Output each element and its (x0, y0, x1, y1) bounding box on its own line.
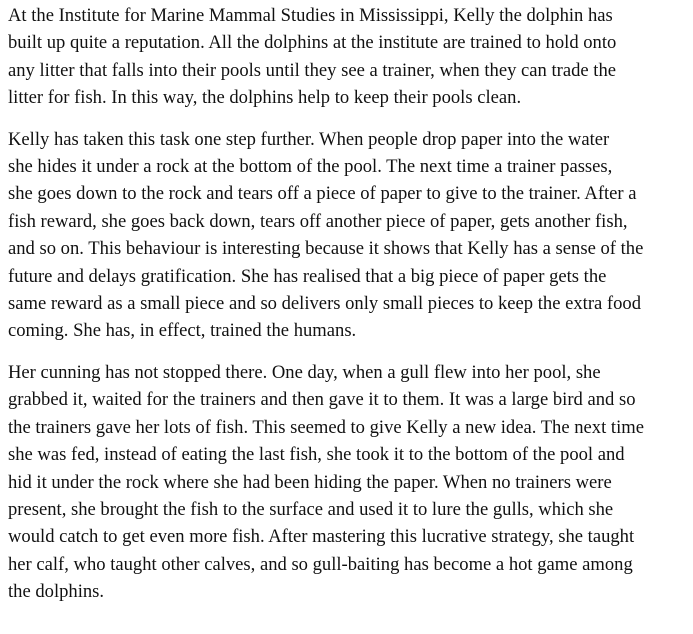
paragraph-line: same reward as a small piece and so delivers only small pieces to keep the extra food (8, 293, 641, 315)
paragraph-line: any litter that falls into their pools until they see a trainer, when they can trade the (8, 59, 617, 81)
paragraph-line: litter for fish. In this way, the dolphins help to keep their pools clean. (8, 87, 522, 109)
paragraph-line: and so on. This behaviour is interesting because it shows that Kelly has a sense of the (8, 238, 644, 260)
paragraph-line: the trainers gave her lots of fish. This seemed to give Kelly a new idea. The next time (8, 416, 644, 438)
paragraph-2 (8, 126, 693, 345)
paragraph-line: she goes down to the rock and tears off a piece of paper to give to the trainer. After a (8, 183, 637, 205)
paragraph-line: would catch to get even more fish. After mastering this lucrative strategy, she taught (8, 526, 635, 548)
paragraph-line: the dolphins. (8, 581, 105, 603)
paragraph-line: her calf, who taught other calves, and so gull-baiting has become a hot game among (8, 553, 633, 575)
paragraph-line: built up quite a reputation. All the dolphins at the institute are trained to hold onto (8, 32, 617, 54)
paragraph-line: Kelly has taken this task one step further. When people drop paper into the water (8, 128, 610, 150)
paragraph-line: fish reward, she goes back down, tears off another piece of paper, gets another fish, (8, 210, 628, 232)
paragraph-line: she hides it under a rock at the bottom of the pool. The next time a trainer passes, (8, 156, 613, 178)
paragraph-line: coming. She has, in effect, trained the humans. (8, 320, 357, 342)
paragraph-1 (8, 2, 693, 112)
paragraph-line: she was fed, instead of eating the last fish, she took it to the bottom of the pool and (8, 444, 625, 466)
paragraph-line: grabbed it, waited for the trainers and then gave it to them. It was a large bird and so (8, 389, 636, 411)
paragraph-line: future and delays gratification. She has realised that a big piece of paper gets the (8, 265, 607, 287)
paragraph-3 (8, 359, 693, 606)
paragraph-line: Her cunning has not stopped there. One day, when a gull flew into her pool, she (8, 361, 601, 383)
paragraph-line: At the Institute for Marine Mammal Studies in Mississippi, Kelly the dolphin has (8, 5, 613, 26)
paragraph-line: present, she brought the fish to the surface and used it to lure the gulls, which she (8, 498, 614, 520)
paragraph-line: hid it under the rock where she had been hiding the paper. When no trainers were (8, 471, 612, 493)
